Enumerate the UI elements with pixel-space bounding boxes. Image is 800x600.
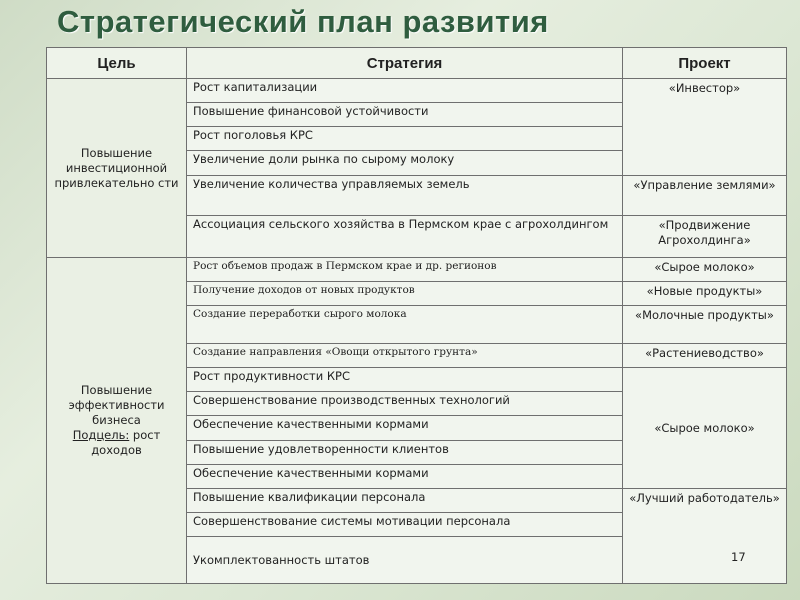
goal-cell-efficiency	[47, 258, 187, 584]
table-header-row	[47, 48, 787, 79]
strategy-cell: Увеличение доли рынка по сырому молоку	[187, 151, 623, 176]
strategy-cell: Повышение финансовой устойчивости	[187, 103, 623, 127]
strategy-cell: Получение доходов от новых продуктов	[187, 282, 623, 306]
strategy-cell: Обеспечение качественными кормами	[187, 465, 623, 489]
project-cell: «Инвестор»	[623, 79, 787, 176]
strategy-cell: Рост поголовья КРС	[187, 127, 623, 151]
table-row	[47, 258, 787, 282]
table-row	[47, 79, 787, 103]
strategy-cell: Ассоциация сельского хозяйства в Пермском крае с агрохолдингом	[187, 216, 623, 258]
project-cell: «Новые продукты»	[623, 282, 787, 306]
header-project: Проект	[623, 48, 787, 79]
strategy-cell: Рост продуктивности КРС	[187, 368, 623, 392]
page-title: Стратегический план развития	[57, 4, 549, 39]
strategy-cell: Обеспечение качественными кормами	[187, 416, 623, 441]
strategy-cell: Укомплектованность штатов	[187, 537, 623, 584]
project-cell: «Молочные продукты»	[623, 306, 787, 344]
strategy-cell: Рост объемов продаж в Пермском крае и др. регионов	[187, 258, 623, 282]
subgoal-text: рост доходов	[91, 428, 161, 457]
page-number: 17	[731, 550, 746, 564]
project-cell: «Сырое молоко»	[623, 368, 787, 489]
project-cell: «Сырое молоко»	[623, 258, 787, 282]
header-strategy: Стратегия	[187, 48, 623, 79]
project-cell: «Лучший работодатель»	[623, 489, 787, 584]
project-cell: «Растениеводство»	[623, 344, 787, 368]
strategy-cell: Создание направления «Овощи открытого грунта»	[187, 344, 623, 368]
goal-cell-investment: Повышение инвестиционной привлекательно сти	[47, 79, 187, 258]
strategy-cell: Совершенствование системы мотивации персонала	[187, 513, 623, 537]
subgoal-label: Подцель:	[72, 428, 130, 442]
header-goal: Цель	[47, 48, 187, 79]
strategy-cell: Совершенствование производственных технологий	[187, 392, 623, 416]
goal-efficiency-text: Повышение эффективности бизнеса	[68, 383, 165, 427]
strategy-cell: Повышение удовлетворенности клиентов	[187, 441, 623, 465]
strategy-cell: Увеличение количества управляемых земель	[187, 176, 623, 216]
strategy-cell: Создание переработки сырого молока	[187, 306, 623, 344]
strategy-table	[46, 47, 787, 584]
strategy-cell: Повышение квалификации персонала	[187, 489, 623, 513]
project-cell: «Управление землями»	[623, 176, 787, 216]
strategy-cell: Рост капитализации	[187, 79, 623, 103]
project-cell: «Продвижение Агрохолдинга»	[623, 216, 787, 258]
